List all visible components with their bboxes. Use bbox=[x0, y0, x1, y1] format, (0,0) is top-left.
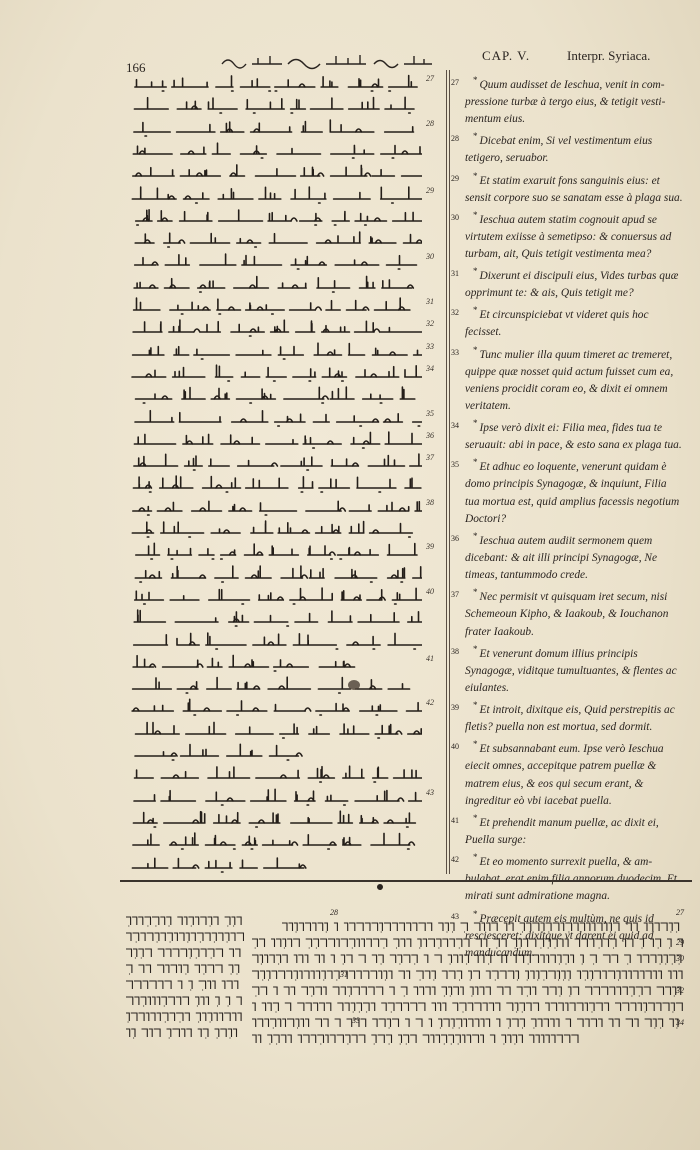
hebrew-verse-number: 32 bbox=[676, 986, 684, 995]
verse-text: Et introit, dixitque eis, Quid perstrepitis ac fletis? puella non est mortua, sed dormit. bbox=[465, 704, 675, 734]
verse-text: Ipse verò dixit ei: Filia mea, fides tua te seruauit: abi in pace, & esto sana ex plaga tua. bbox=[465, 422, 682, 452]
latin-verse bbox=[453, 584, 683, 640]
syriac-text-line bbox=[130, 741, 422, 763]
latin-verse bbox=[453, 302, 683, 341]
verse-asterisk: * bbox=[473, 531, 478, 542]
syriac-text-line bbox=[130, 473, 422, 495]
verse-number: 37 bbox=[451, 590, 459, 600]
verse-asterisk: * bbox=[473, 418, 478, 429]
hebrew-text-line bbox=[124, 930, 244, 944]
syriac-text-line bbox=[130, 317, 422, 339]
verse-number: 31 bbox=[451, 269, 459, 279]
latin-verse bbox=[453, 263, 683, 302]
footer-divider bbox=[120, 880, 692, 882]
syriac-text-line bbox=[130, 250, 422, 272]
verse-number: 27 bbox=[451, 78, 459, 87]
syriac-verse-number: 41 bbox=[426, 653, 434, 663]
syriac-verse-number: 29 bbox=[426, 185, 434, 195]
latin-translation-column bbox=[453, 72, 683, 962]
verse-text: Et prehendit manum puellæ, ac dixit ei, Puella surge: bbox=[465, 816, 659, 847]
syriac-text-line bbox=[130, 696, 422, 718]
verse-number: 42 bbox=[451, 855, 459, 865]
syriac-text-line bbox=[130, 228, 422, 250]
verse-text: Et circunspiciebat vt videret quis hoc fecisset. bbox=[465, 309, 649, 339]
running-head-chapter: CAP. V. bbox=[482, 48, 531, 63]
latin-verse bbox=[453, 697, 683, 736]
syriac-text-line bbox=[130, 585, 422, 607]
verse-text: Et eo momento surrexit puella, & am mirati sunt admiratione magna. bbox=[465, 856, 653, 903]
syriac-verse-number: 31 bbox=[426, 297, 434, 306]
syriac-text-line bbox=[130, 808, 422, 830]
verse-text: Tunc mulier illa quum timeret ac tremeret, quippe quæ nosset quid actum fuisset cum ea, veniens procidit coram eo, & dixit ei omnem veritatem. bbox=[465, 348, 674, 413]
hebrew-footnote-block bbox=[120, 900, 690, 1060]
verse-text: Nec permisit vt quisquam iret secum, nisi Schemeoun Kipho, & Iaakoub, & Iouchanon frater Iaakoub. bbox=[465, 591, 669, 638]
verse-text: Dicebat enim, Si vel vestimentum eius tetigero, seruabor. bbox=[465, 135, 653, 165]
syriac-text-line bbox=[130, 518, 422, 540]
hebrew-text-line bbox=[250, 1032, 580, 1046]
hebrew-verse-number: 34 bbox=[676, 1018, 684, 1027]
syriac-verse-number: 32 bbox=[426, 319, 434, 329]
verse-asterisk: * bbox=[473, 587, 478, 598]
verse-number: 41 bbox=[451, 816, 459, 826]
syriac-verse-number: 27 bbox=[426, 74, 434, 83]
verse-asterisk: * bbox=[473, 908, 478, 919]
verse-text: Et adhuc eo loquente, venerunt quidam è domo principis Synagogæ, & inquiunt, Filia tua mortua est, quid amplius facessis negotium Doctori? bbox=[465, 461, 680, 525]
verse-asterisk: * bbox=[473, 344, 478, 355]
syriac-verse-number: 43 bbox=[426, 787, 434, 797]
syriac-text-column bbox=[124, 72, 434, 882]
hebrew-text-line bbox=[250, 952, 685, 966]
verse-number: 36 bbox=[451, 534, 459, 544]
latin-verse bbox=[453, 528, 683, 584]
latin-verse bbox=[453, 454, 683, 528]
verse-text: Dixerunt ei discipuli eius, Vides turbas quæ opprimunt te: & ais, Quis tetigit me? bbox=[465, 270, 679, 300]
hebrew-verse-number: 33 bbox=[352, 1016, 360, 1025]
syriac-text-line bbox=[130, 652, 422, 674]
ink-blot bbox=[348, 680, 360, 690]
verse-number: 29 bbox=[451, 173, 459, 183]
verse-asterisk: * bbox=[473, 813, 478, 824]
syriac-verse-number: 35 bbox=[426, 408, 434, 418]
hebrew-text-line bbox=[250, 1000, 685, 1014]
verse-asterisk: * bbox=[473, 170, 478, 181]
hebrew-text-line bbox=[124, 962, 244, 976]
verse-text: Et venerunt domum illius principis Synagogæ, viditque tumultuantes, & flentes ac eiulantes. bbox=[465, 647, 677, 695]
hebrew-text-line bbox=[250, 936, 685, 950]
hebrew-text-line bbox=[250, 1016, 685, 1030]
latin-verse bbox=[453, 849, 683, 905]
syriac-text-line bbox=[130, 206, 422, 228]
hebrew-verse-number: 31 bbox=[340, 970, 348, 979]
syriac-verse-number: 36 bbox=[426, 430, 434, 440]
verse-asterisk: * bbox=[473, 457, 478, 468]
latin-verse bbox=[453, 342, 683, 416]
verse-text: Præcepit autem eis multùm, ne quis id resciesceret: dixitque vt darent ei quid ad manducandum. bbox=[465, 912, 654, 959]
syriac-verse-number: 38 bbox=[426, 497, 434, 507]
page-number: 166 bbox=[126, 60, 146, 75]
syriac-verse-number: 30 bbox=[426, 252, 434, 262]
verse-number: 35 bbox=[451, 460, 459, 470]
syriac-text-line bbox=[130, 117, 422, 139]
verse-asterisk: * bbox=[473, 305, 478, 316]
hebrew-text-line bbox=[124, 994, 244, 1008]
hebrew-verse-number: 28 bbox=[330, 908, 338, 917]
syriac-text-line bbox=[130, 830, 422, 852]
syriac-verse-number: 42 bbox=[426, 698, 434, 708]
verse-asterisk: * bbox=[473, 75, 478, 85]
verse-asterisk: * bbox=[473, 700, 478, 711]
verse-number: 32 bbox=[451, 308, 459, 318]
syriac-text-line bbox=[130, 384, 422, 406]
verse-asterisk: * bbox=[473, 131, 478, 142]
syriac-text-line bbox=[130, 161, 422, 183]
hebrew-text-line bbox=[124, 914, 244, 928]
hebrew-text-line bbox=[124, 1026, 244, 1040]
verse-asterisk: * bbox=[473, 739, 478, 750]
verse-number: 43 bbox=[451, 911, 459, 921]
verse-number: 39 bbox=[451, 703, 459, 713]
syriac-text-line bbox=[130, 763, 422, 785]
verse-number: 34 bbox=[451, 421, 459, 431]
syriac-text-line bbox=[130, 94, 422, 116]
syriac-text-line bbox=[130, 630, 422, 652]
syriac-verse-number: 37 bbox=[426, 453, 434, 463]
syriac-text-line bbox=[130, 496, 422, 518]
syriac-text-line bbox=[130, 451, 422, 473]
hebrew-text-line bbox=[280, 920, 685, 934]
syriac-text-line bbox=[130, 139, 422, 161]
hebrew-text-line bbox=[124, 978, 244, 992]
verse-text: Ieschua autem audiit sermonem quem dicebant: & ait illi principi Synagogæ, Ne timeas, tantummodo crede. bbox=[465, 534, 658, 582]
verse-text: Quum audisset de Ieschua, venit in compressione turbæ à tergo eius, & tetigit vestimentum eius. bbox=[465, 78, 666, 126]
syriac-text-line bbox=[130, 407, 422, 429]
latin-verse bbox=[453, 207, 683, 263]
syriac-text-line bbox=[130, 786, 422, 808]
verse-text: Ieschua autem statim cognouit apud se virtutem exiisse à semetipso: & conuersus ad turbam, ait, Quis tetigit vestimenta mea? bbox=[465, 213, 672, 261]
hebrew-text-line bbox=[124, 1010, 244, 1024]
hebrew-verse-number: 29 bbox=[676, 938, 684, 947]
syriac-text-line bbox=[130, 563, 422, 585]
latin-verse bbox=[453, 736, 683, 810]
syriac-text-line bbox=[130, 674, 422, 696]
verse-number: 28 bbox=[451, 134, 459, 144]
running-head-title: Interpr. Syriaca. bbox=[567, 48, 651, 63]
syriac-text-line bbox=[130, 429, 422, 451]
verse-number: 33 bbox=[451, 347, 459, 357]
hebrew-text-line bbox=[250, 984, 685, 998]
verse-asterisk: * bbox=[473, 209, 478, 220]
latin-verse bbox=[453, 641, 683, 697]
verse-number: 30 bbox=[451, 212, 459, 222]
syriac-text-line bbox=[130, 607, 422, 629]
syriac-text-line bbox=[130, 273, 422, 295]
verse-asterisk: * bbox=[473, 643, 478, 654]
verse-number: 40 bbox=[451, 742, 459, 752]
syriac-verse-number: 33 bbox=[426, 341, 434, 351]
verse-text: Et statim exaruit fons sanguinis eius: et sensit corpore suo se sanatam esse à plaga sua. bbox=[465, 174, 683, 204]
syriac-verse-number: 28 bbox=[426, 118, 434, 128]
syriac-text-line bbox=[130, 295, 422, 317]
syriac-text-line bbox=[130, 853, 422, 875]
column-divider bbox=[446, 70, 447, 874]
verse-asterisk: * bbox=[473, 852, 478, 863]
latin-verse bbox=[453, 72, 683, 128]
syriac-text-line bbox=[130, 72, 422, 94]
syriac-verse-number: 34 bbox=[426, 363, 434, 373]
syriac-text-line bbox=[130, 362, 422, 384]
syriac-verse-number: 39 bbox=[426, 542, 434, 552]
hebrew-text-line bbox=[124, 946, 244, 960]
verse-number: 38 bbox=[451, 646, 459, 656]
latin-verse bbox=[453, 810, 683, 849]
syriac-verse-number: 40 bbox=[426, 586, 434, 596]
syriac-text-line bbox=[130, 184, 422, 206]
verse-text: Et subsannabant eum. Ipse verò Ieschua eiecit omnes, accepitque patrem puellæ & matrem eius, & eos qui secum erant, & ingreditur eò vbi iacebat puella. bbox=[465, 743, 664, 807]
verse-asterisk: * bbox=[473, 266, 478, 277]
syriac-text-line bbox=[130, 540, 422, 562]
latin-verse bbox=[453, 168, 683, 207]
hebrew-verse-number: 27 bbox=[676, 908, 684, 917]
syriac-text-line bbox=[130, 340, 422, 362]
syriac-running-head bbox=[218, 50, 438, 70]
ornament-dot bbox=[377, 884, 383, 890]
hebrew-verse-number: 30 bbox=[676, 954, 684, 963]
latin-verse bbox=[453, 415, 683, 454]
latin-verse bbox=[453, 128, 683, 167]
syriac-text-line bbox=[130, 719, 422, 741]
column-divider bbox=[449, 70, 450, 874]
hebrew-text-line bbox=[250, 968, 685, 982]
